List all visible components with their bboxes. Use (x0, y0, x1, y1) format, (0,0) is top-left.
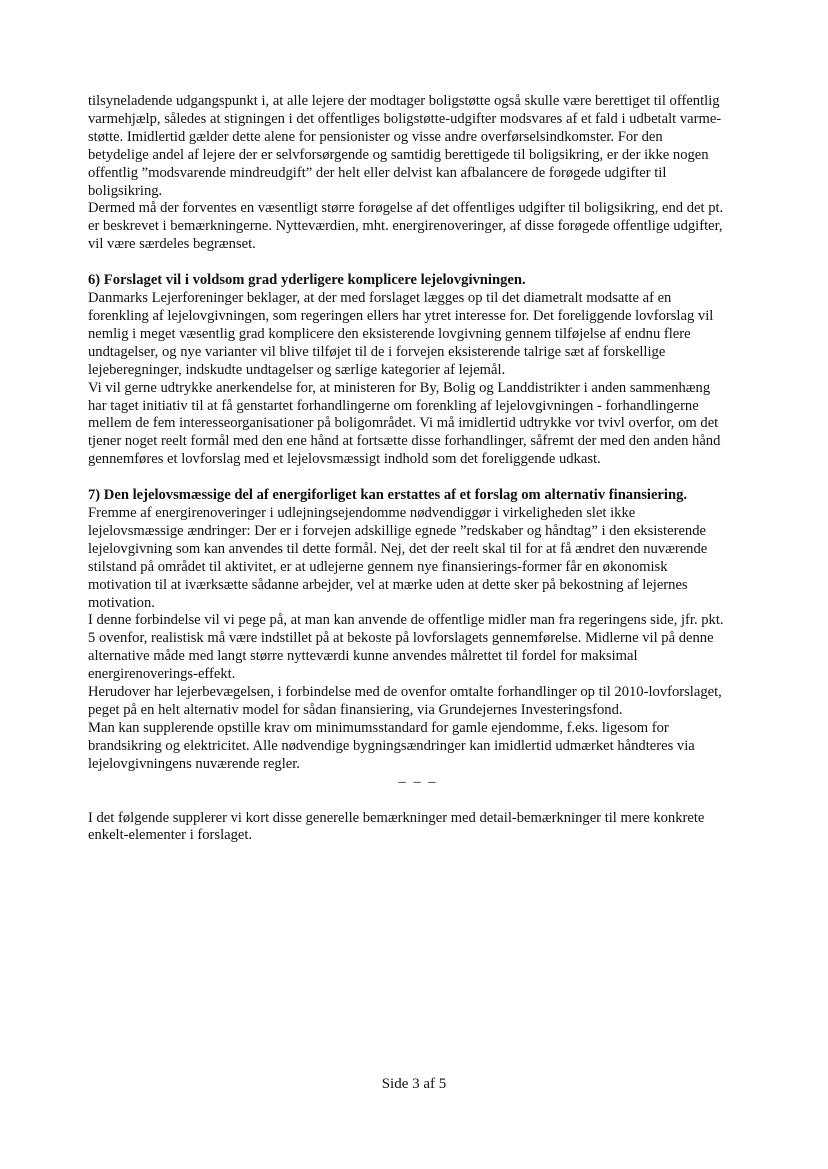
section-7-paragraph: Fremme af energirenoveringer i udlejningsejendomme nødvendiggør i virkeligheden slet ikke lejelovsmæssige ændringer: Der er i forvejen adskillige egnede ”redskaber og håndtag” i den eksisterende lejelovgivning som kan anvendes til dette formål. Nej, det der reelt skal til for at få ændret den nuværende stilstand på området til aktivitet, er at udlejerne gennem nye finansierings-former får en økonomisk motivation til at iværksætte sådanne arbejder, vel at mærke uden at dette sker på bekostning af lejernes motivation. (88, 505, 708, 611)
section-6-paragraph: Vi vil gerne udtrykke anerkendelse for, at ministeren for By, Bolig og Landdistrikter i anden sammenhæng har taget initiativ til at få genstartet forhandlingerne om forenkling af lejelovgivningen - forhandlingerne mellem de fem interesseorganisationer på boligområdet. Vi må imidlertid udtrykke vor tvivl overfor, om det tjener noget reelt formål med den ene hånd at fortsætte disse forhandlinger, såfremt der med den anden hånd gennemføres et lovforslag med et lejelovsmæssigt indhold som det foreliggende udkast. (88, 379, 721, 468)
spacer (88, 792, 748, 810)
section-7-paragraph: Herudover har lejerbevægelsen, i forbindelse med de ovenfor omtalte forhandlinger op til 2010-lovforslaget, peget på en helt alternativ model for sådan finansiering, via Grundejernes Investeringsfond. (88, 684, 722, 718)
page-number: Side 3 af 5 (381, 1076, 447, 1092)
document-page (88, 93, 748, 845)
spacer (88, 469, 748, 487)
closing-paragraph: I det følgende supplerer vi kort disse generelle bemærkninger med detail-bemærkninger til mere konkrete enkelt-elementer i forslaget. (88, 809, 705, 844)
spacer (88, 254, 748, 272)
section-7-paragraph: I denne forbindelse vil vi pege på, at man kan anvende de offentlige midler man fra regeringens side, jfr. pkt. 5 ovenfor, realistisk må være indstillet på at bekoste på lovforslagets gennemførelse. Midlerne vil på denne alternative måde med langt større nytteværdi kunne anvendes målrettet til fordel for maksimal energirenoverings-effekt. (88, 612, 724, 683)
intro-paragraph: tilsyneladende udgangspunkt i, at alle lejere der modtager boligstøtte også skulle være berettiget til offentlig varmehjælp, således at stigningen i det offentliges boligstøtte-udgifter modsvares af et fald i udbetalt varme- støtte. Imidlertid gælder dette alene for pensionister og visse andre overførselsindkomster. For den betydelige andel af lejere der er selvforsørgende og samtidig berettigede til boligsikring, er der ikke nogen offentlig ”modsvarende mindreudgift” der helt eller delvist kan afbalancere de forøgede udgifter til boligsikring. (88, 93, 722, 199)
section-7-heading: 7) Den lejelovsmæssige del af energiforliget kan erstattes af et forslag om alternativ finansiering. (88, 487, 688, 504)
section-6-heading: 6) Forslaget vil i voldsom grad yderligere komplicere lejelovgivningen. (88, 272, 526, 289)
intro-paragraph: Dermed må der forventes en væsentligt større forøgelse af det offentliges udgifter til boligsikring, end det pt. er beskrevet i bemærkningerne. Nytteværdien, mht. energirenoveringer, af disse forøgede offentlige udgifter, vil være særdeles begrænset. (88, 200, 724, 253)
section-6-paragraph: Danmarks Lejerforeninger beklager, at der med forslaget lægges op til det diametralt modsatte af en forenkling af lejelovgivningen, som regeringen ellers har ytret interesse for. Det foreliggende lovforslag vil nemlig i meget væsentlig grad komplicere den eksisterende lovgivning gennem tilføjelse af endnu flere undtagelser, og nye varianter vil blive tilføjet til de i forvejen eksisterende talrige sæt af forskellige lejeberegninger, indskudte undtagelser og særlige kategorier af lejemål. (88, 290, 714, 378)
section-7-paragraph: Man kan supplerende opstille krav om minimumsstandard for gamle ejendomme, f.eks. ligesom for brandsikring og elektricitet. Alle nødvendige bygningsændringer kan imidlertid udmærket håndteres via lejelovgivningens nuværende regler. (88, 719, 695, 772)
section-divider: – – – (398, 773, 438, 790)
